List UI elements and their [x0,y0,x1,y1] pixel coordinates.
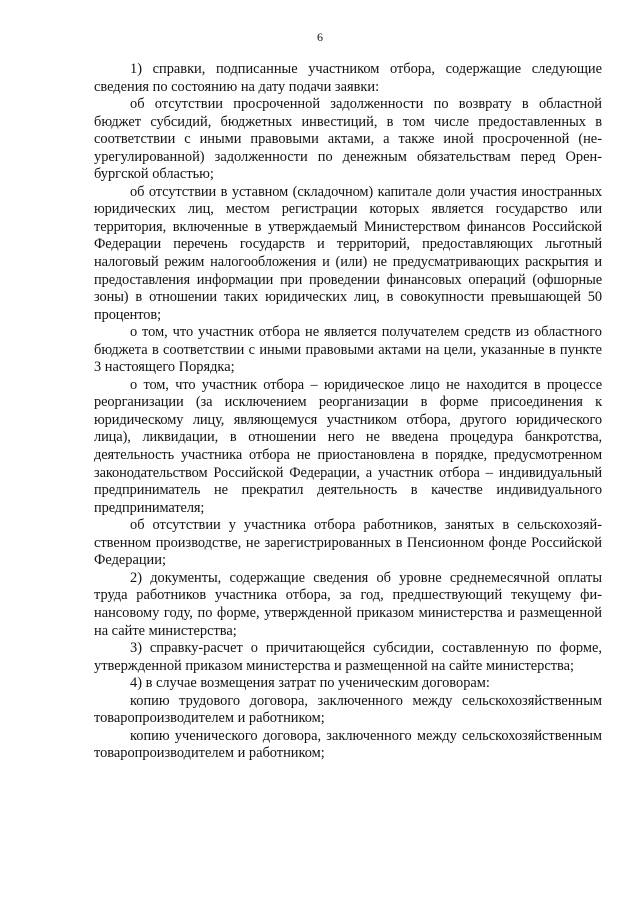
document-body [94,61,602,763]
paragraph-no-unregistered-workers: об отсутствии у участника отбора работников, занятых в сельскохозяйственном производстве, не зарегистрированных в Пенсионном фонде Российской Федерации; [94,517,602,569]
paragraph-apprenticeship-contract-copy: копию ученического договора, заключенного между сельскохозяйственным товаропроизводителем и работником; [94,727,602,762]
paragraph-item-2: 2) документы, содержащие сведения об уровне среднемесячной оплаты труда работников участника отбора, за год, предшествующий текущему финансовому году, по форме, утвержденной приказом министерства и размещенной на сайте министерства; [94,569,602,639]
paragraph-item-3: 3) справку-расчет о причитающейся субсидии, составленную по форме, утвержденной приказом министерства и размещенной на сайте министерства; [94,640,602,674]
page-number: 6 [317,30,323,44]
paragraph-no-reorganization: о том, что участник отбора – юридическое лицо не находится в процессе реорганизации (за исключением реорганизации в форме присоединения к юридическому лицу, являющемуся участником отбора, другого юридического лица), ликвидации, в отношении него не введена процедура банкротства, деятельность участника отбора не приостановлена в порядке, предусмотренном законодательством Российской Федерации, а участник отбора – индивидуальный предприниматель не прекратил деятельность в качестве индивидуального предпринимателя; [94,376,602,516]
paragraph-item-4: 4) в случае возмещения затрат по ученическим договорам: [130,675,490,692]
paragraph-no-foreign-share: об отсутствии в уставном (складочном) капитале доли участия иностранных юридических лиц, местом регистрации которых является государство или территория, включенные в утверждаемый Министерством финансов Российской Федерации перечень государств и территорий, предоставляющих льготный налоговый режим налогообложения и (или) не предусматривающих раскрытия и предоставления информации при проведении финансовых операций (офшорные зоны) в отношении таких юридических лиц, в совокупности превышающей 50 процентов; [94,183,602,323]
paragraph-not-recipient: о том, что участник отбора не является получателем средств из областного бюджета в соответствии с иными правовыми актами на цели, указанные в пункте 3 настоящего Порядка; [94,324,602,376]
paragraph-no-overdue-debt: об отсутствии просроченной задолженности по возврату в областной бюджет субсидий, бюджетных инвестиций, в том числе предоставленных в соответствии с иными правовыми актами, а также иной просроченной (неурегулированной) задолженности по денежным обязательствам перед Оренбургской областью; [94,96,602,183]
paragraph-employment-contract-copy: копию трудового договора, заключенного между сельскохозяйственным товаропроизводителем и работником; [94,692,602,727]
paragraph-item-1: 1) справки, подписанные участником отбора, содержащие следующие сведения по состоянию на дату подачи заявки: [94,61,602,95]
